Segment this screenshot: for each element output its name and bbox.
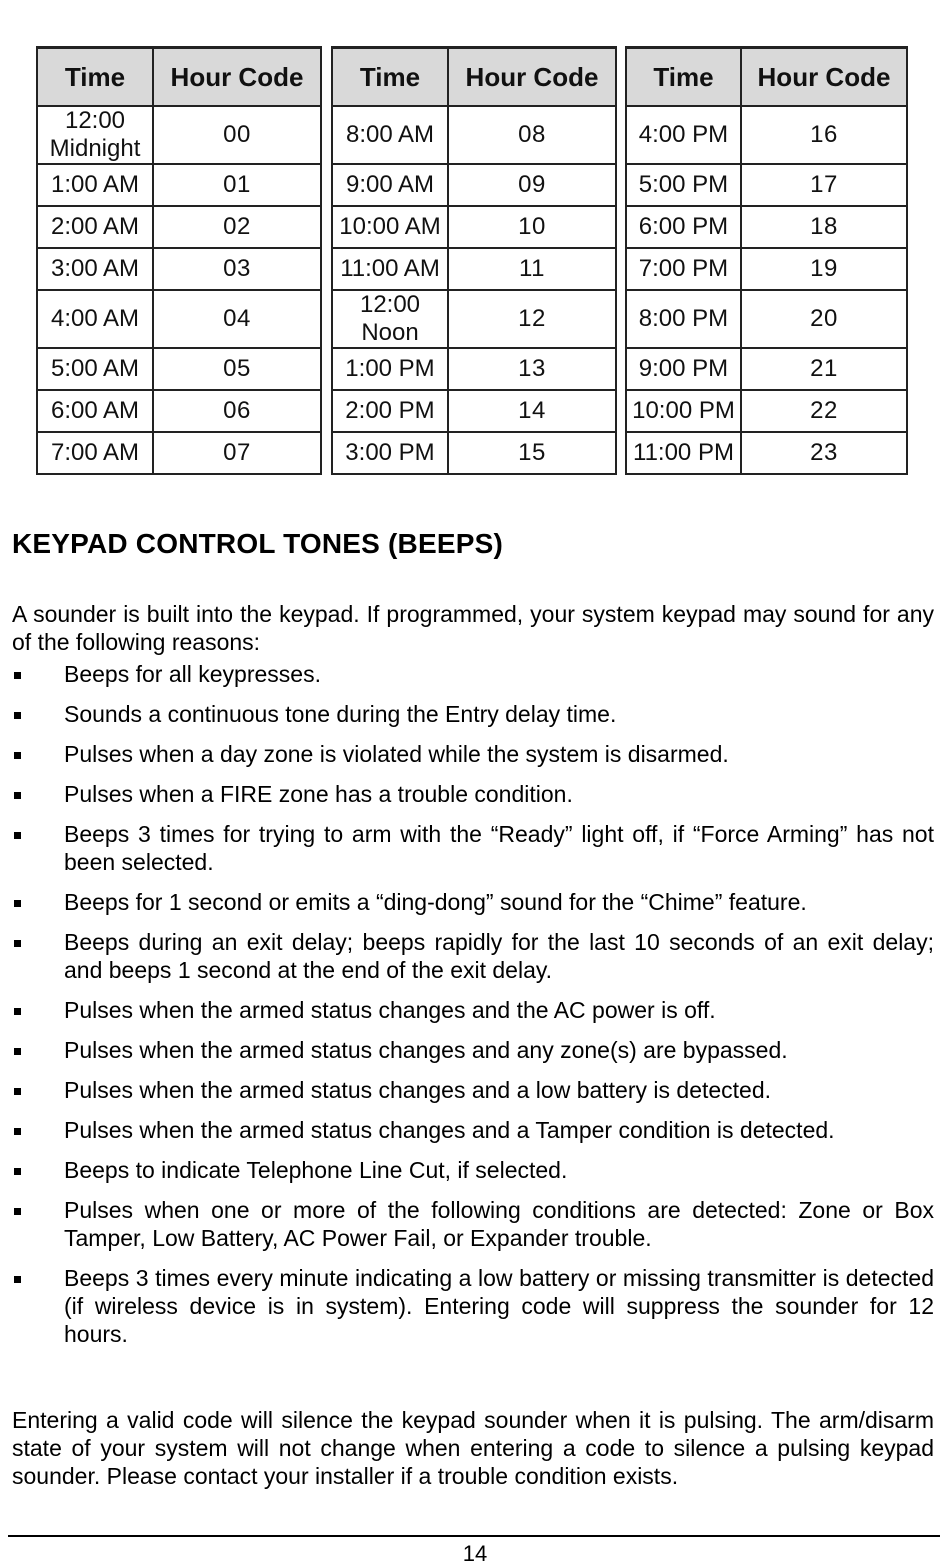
table-header-row [332, 48, 616, 107]
table-row [37, 290, 321, 348]
hour-code-cell: 11 [448, 248, 616, 290]
column-header-time: Time [332, 48, 448, 107]
list-item [12, 1156, 934, 1184]
list-item-text: Beeps 3 times every minute indicating a low battery or missing transmitter is detected (if wireless device is in system). Entering code will suppress the sounder for 12 hours. [64, 1265, 934, 1347]
column-header-time: Time [626, 48, 741, 107]
hour-code-cell: 02 [153, 206, 321, 248]
list-item-text: Pulses when one or more of the following conditions are detected: Zone or Box Tamper, Low Battery, AC Power Fail, or Expander trouble. [64, 1197, 934, 1251]
list-item [12, 1076, 934, 1104]
table-row [37, 390, 321, 432]
table-row [37, 248, 321, 290]
table-row [626, 432, 907, 474]
table-row [37, 164, 321, 206]
list-item [12, 1264, 934, 1348]
table-row [626, 248, 907, 290]
time-cell: 10:00 PM [626, 390, 741, 432]
list-item [12, 1036, 934, 1064]
hour-code-cell: 23 [741, 432, 907, 474]
hour-code-cell: 04 [153, 290, 321, 348]
time-cell: 1:00 AM [37, 164, 153, 206]
footer-divider [8, 1535, 940, 1537]
table-row [626, 348, 907, 390]
list-item-text: Pulses when the armed status changes and any zone(s) are bypassed. [64, 1037, 788, 1063]
bullet-icon [14, 832, 21, 839]
table-row [332, 164, 616, 206]
time-cell: 12:00 Midnight [37, 106, 153, 164]
hour-code-cell: 19 [741, 248, 907, 290]
time-cell: 5:00 PM [626, 164, 741, 206]
table-row [626, 290, 907, 348]
list-item [12, 928, 934, 984]
time-cell: 7:00 AM [37, 432, 153, 474]
list-item [12, 820, 934, 876]
list-item [12, 996, 934, 1024]
time-cell: 4:00 PM [626, 106, 741, 164]
time-cell: 4:00 AM [37, 290, 153, 348]
bullet-icon [14, 900, 21, 907]
table-header-row [626, 48, 907, 107]
bullet-icon [14, 792, 21, 799]
time-cell: 2:00 AM [37, 206, 153, 248]
table-row [332, 432, 616, 474]
column-header-hour-code: Hour Code [153, 48, 321, 107]
hour-code-cell: 16 [741, 106, 907, 164]
column-header-time: Time [37, 48, 153, 107]
list-item [12, 1116, 934, 1144]
hour-code-cell: 20 [741, 290, 907, 348]
hour-code-cell: 09 [448, 164, 616, 206]
table-row [626, 164, 907, 206]
column-header-hour-code: Hour Code [448, 48, 616, 107]
hour-code-cell: 06 [153, 390, 321, 432]
time-cell: 6:00 AM [37, 390, 153, 432]
hour-code-cell: 13 [448, 348, 616, 390]
table-row [626, 390, 907, 432]
time-cell: 7:00 PM [626, 248, 741, 290]
table-row [37, 348, 321, 390]
hour-code-cell: 22 [741, 390, 907, 432]
table-row [37, 106, 321, 164]
list-item-text: Pulses when a day zone is violated while the system is disarmed. [64, 741, 729, 767]
bullet-icon [14, 1008, 21, 1015]
time-cell: 9:00 PM [626, 348, 741, 390]
time-cell: 8:00 AM [332, 106, 448, 164]
bullet-icon [14, 1168, 21, 1175]
bullet-icon [14, 752, 21, 759]
time-cell: 12:00 Noon [332, 290, 448, 348]
intro-paragraph: A sounder is built into the keypad. If programmed, your system keypad may sound for any of the following reasons: [12, 601, 934, 655]
hour-code-cell: 08 [448, 106, 616, 164]
table-header-row [37, 48, 321, 107]
table-row [332, 106, 616, 164]
bullet-icon [14, 1276, 21, 1283]
bullet-icon [14, 940, 21, 947]
hour-code-table-2 [331, 46, 617, 475]
time-cell: 6:00 PM [626, 206, 741, 248]
hour-code-cell: 14 [448, 390, 616, 432]
time-cell: 11:00 AM [332, 248, 448, 290]
table-row [37, 432, 321, 474]
table-row [332, 348, 616, 390]
hour-code-cell: 07 [153, 432, 321, 474]
time-cell: 3:00 PM [332, 432, 448, 474]
list-item-text: Pulses when the armed status changes and the AC power is off. [64, 997, 716, 1023]
time-cell: 10:00 AM [332, 206, 448, 248]
reasons-list [12, 660, 934, 1360]
list-item-text: Beeps to indicate Telephone Line Cut, if selected. [64, 1157, 568, 1183]
table-row [332, 206, 616, 248]
bullet-icon [14, 1128, 21, 1135]
hour-code-cell: 17 [741, 164, 907, 206]
list-item [12, 740, 934, 768]
list-item-text: Beeps for 1 second or emits a “ding-dong” sound for the “Chime” feature. [64, 889, 807, 915]
time-cell: 5:00 AM [37, 348, 153, 390]
hour-code-cell: 18 [741, 206, 907, 248]
bullet-icon [14, 1088, 21, 1095]
time-cell: 3:00 AM [37, 248, 153, 290]
table-row [37, 206, 321, 248]
hour-code-cell: 00 [153, 106, 321, 164]
column-header-hour-code: Hour Code [741, 48, 907, 107]
hour-code-cell: 15 [448, 432, 616, 474]
page-number: 14 [462, 1541, 488, 1566]
table-row [626, 106, 907, 164]
section-title: KEYPAD CONTROL TONES (BEEPS) [12, 528, 503, 559]
time-cell: 11:00 PM [626, 432, 741, 474]
bullet-icon [14, 712, 21, 719]
hour-code-cell: 10 [448, 206, 616, 248]
table-row [332, 248, 616, 290]
list-item [12, 700, 934, 728]
time-cell: 2:00 PM [332, 390, 448, 432]
time-cell: 8:00 PM [626, 290, 741, 348]
hour-code-cell: 21 [741, 348, 907, 390]
bullet-icon [14, 672, 21, 679]
list-item-text: Beeps during an exit delay; beeps rapidly for the last 10 seconds of an exit delay; and beeps 1 second at the end of the exit delay. [64, 929, 934, 983]
list-item [12, 888, 934, 916]
list-item [12, 1196, 934, 1252]
bullet-icon [14, 1048, 21, 1055]
hour-code-table-1 [36, 46, 322, 475]
table-row [332, 390, 616, 432]
hour-code-cell: 05 [153, 348, 321, 390]
list-item-text: Beeps 3 times for trying to arm with the “Ready” light off, if “Force Arming” has not been selected. [64, 821, 934, 875]
list-item-text: Pulses when a FIRE zone has a trouble condition. [64, 781, 573, 807]
list-item-text: Pulses when the armed status changes and a low battery is detected. [64, 1077, 772, 1103]
time-cell: 1:00 PM [332, 348, 448, 390]
list-item-text: Beeps for all keypresses. [64, 661, 321, 687]
hour-code-cell: 03 [153, 248, 321, 290]
list-item [12, 660, 934, 688]
time-cell: 9:00 AM [332, 164, 448, 206]
hour-code-cell: 12 [448, 290, 616, 348]
bullet-icon [14, 1208, 21, 1215]
list-item [12, 780, 934, 808]
closing-paragraph: Entering a valid code will silence the keypad sounder when it is pulsing. The arm/disarm state of your system will not change when entering a code to silence a pulsing keypad sounder. Please contact your installer if a trouble condition exists. [12, 1407, 934, 1489]
hour-code-cell: 01 [153, 164, 321, 206]
hour-code-table-3 [625, 46, 908, 475]
hour-code-tables [36, 46, 908, 480]
table-row [332, 290, 616, 348]
list-item-text: Sounds a continuous tone during the Entry delay time. [64, 701, 617, 727]
table-row [626, 206, 907, 248]
list-item-text: Pulses when the armed status changes and a Tamper condition is detected. [64, 1117, 835, 1143]
